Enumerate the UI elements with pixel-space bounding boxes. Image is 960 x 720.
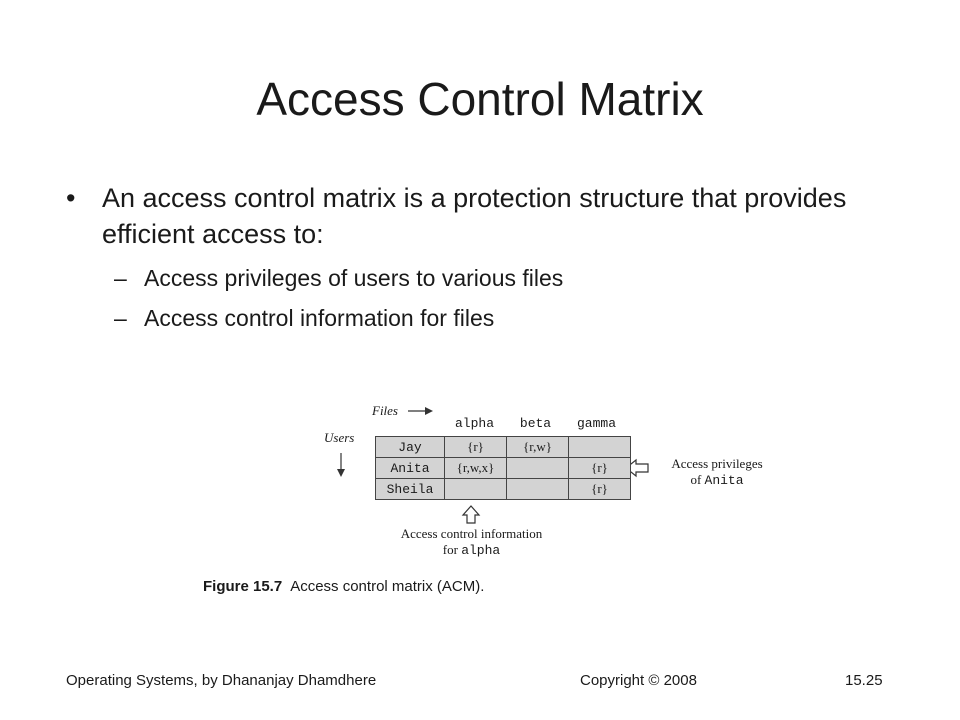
right-annotation-line1: Access privileges bbox=[671, 456, 763, 471]
sub-bullet-text: Access control information for files bbox=[144, 305, 495, 331]
matrix-cell: {r} bbox=[569, 479, 631, 500]
row-header-jay: Jay bbox=[376, 437, 445, 458]
bullet-dot-icon: • bbox=[66, 183, 76, 213]
matrix-cell bbox=[507, 479, 569, 500]
footer-page-number: 15.25 bbox=[845, 672, 883, 689]
files-arrow-icon bbox=[408, 407, 433, 415]
matrix-cell: {r} bbox=[569, 458, 631, 479]
dash-icon: – bbox=[114, 305, 127, 331]
table-row bbox=[376, 479, 631, 500]
figure-caption-label: Figure 15.7 bbox=[203, 578, 283, 595]
right-annotation-line2: of Anita bbox=[690, 472, 744, 488]
main-bullet bbox=[66, 180, 896, 252]
users-arrow-icon bbox=[337, 453, 345, 477]
table-row bbox=[376, 458, 631, 479]
matrix-cell: {r,w} bbox=[507, 437, 569, 458]
matrix-cell: {r} bbox=[445, 437, 507, 458]
matrix-cell bbox=[507, 458, 569, 479]
column-header-beta: beta bbox=[519, 416, 552, 431]
figure-caption bbox=[203, 578, 484, 595]
column-header-gamma: gamma bbox=[576, 416, 616, 431]
column-header-alpha: alpha bbox=[454, 416, 494, 431]
bullet-list bbox=[66, 180, 896, 332]
figure-caption-text: Access control matrix (ACM). bbox=[290, 578, 485, 595]
matrix-cell bbox=[445, 479, 507, 500]
files-label: Files bbox=[372, 403, 398, 418]
bottom-annotation-line1: Access control information bbox=[400, 526, 543, 541]
alpha-arrow-icon bbox=[463, 506, 479, 523]
users-label: Users bbox=[324, 430, 355, 445]
acm-figure bbox=[320, 398, 780, 573]
row-header-anita: Anita bbox=[376, 458, 445, 479]
sub-bullet bbox=[66, 304, 896, 332]
table-row bbox=[376, 437, 631, 458]
dash-icon: – bbox=[114, 265, 127, 291]
access-control-matrix bbox=[375, 436, 631, 500]
bottom-annotation-line2: for alpha bbox=[442, 542, 501, 558]
matrix-cell bbox=[569, 437, 631, 458]
footer-center: Copyright © 2008 bbox=[580, 672, 697, 689]
sub-bullet bbox=[66, 264, 896, 292]
footer-left: Operating Systems, by Dhananjay Dhamdhere bbox=[66, 672, 377, 689]
bottom-annotation bbox=[384, 526, 559, 559]
right-annotation bbox=[652, 456, 782, 489]
main-bullet-text: An access control matrix is a protection structure that provides efficient access to: bbox=[102, 183, 847, 249]
row-header-sheila: Sheila bbox=[376, 479, 445, 500]
slide-title: Access Control Matrix bbox=[256, 73, 704, 125]
matrix-cell: {r,w,x} bbox=[445, 458, 507, 479]
sub-bullet-text: Access privileges of users to various files bbox=[144, 265, 564, 291]
